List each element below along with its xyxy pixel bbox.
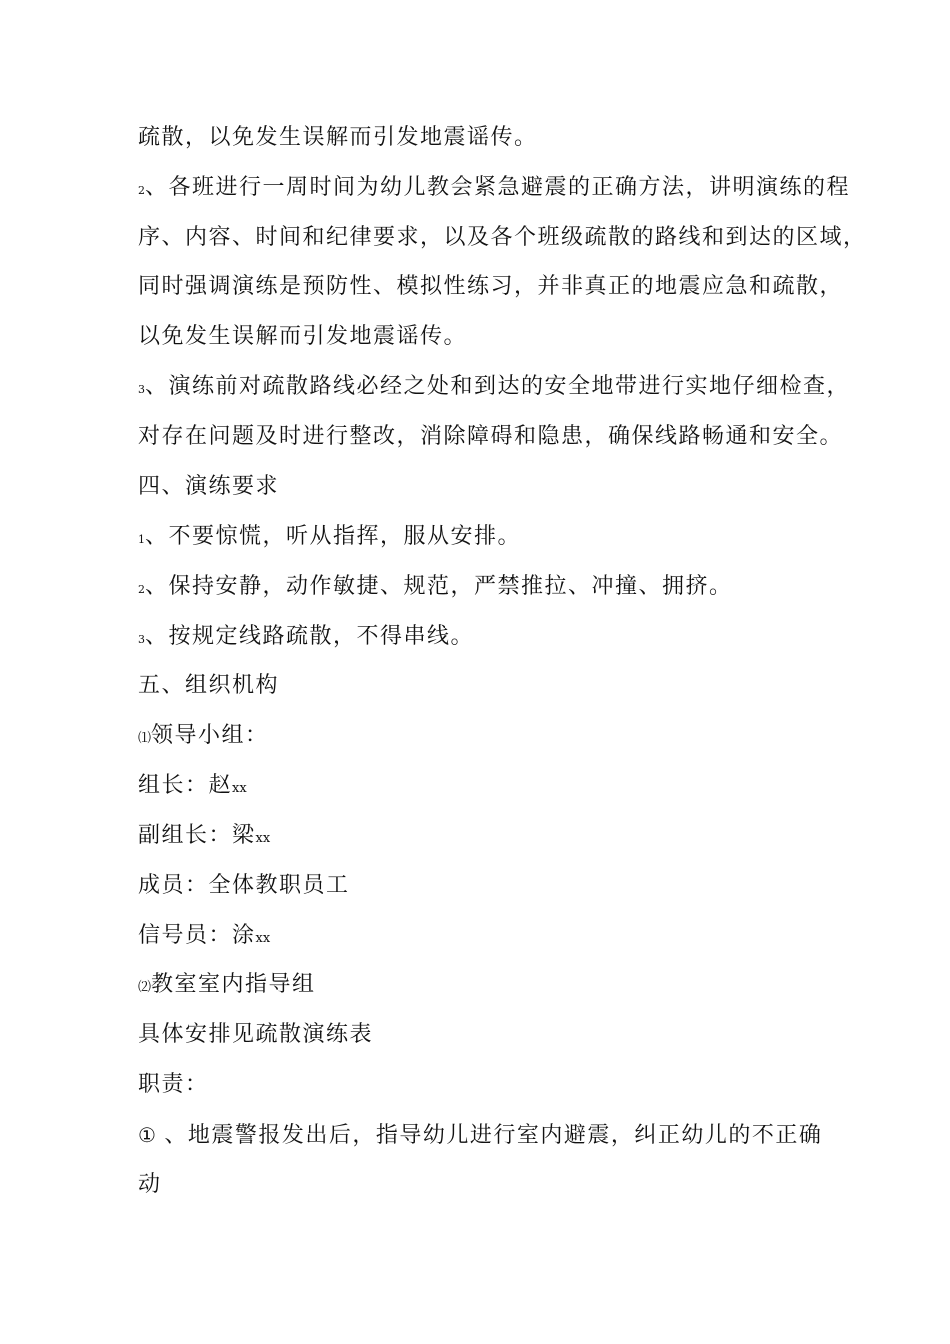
line-text: 、不要惊慌，听从指挥，服从安排。 — [145, 524, 522, 549]
line-text: 教室室内指导组 — [151, 972, 316, 997]
paragraph-line — [138, 422, 843, 452]
list-number: ① — [138, 1123, 156, 1147]
line-text: 、保持安静，动作敏捷、规范，严禁推拉、冲撞、拥挤。 — [145, 574, 733, 599]
list-item-line — [138, 372, 850, 405]
paragraph-line — [138, 1020, 373, 1050]
line-text: 具体安排见疏散演练表 — [138, 1022, 374, 1047]
subsection-heading — [138, 970, 316, 1003]
list-item-line — [138, 572, 733, 605]
paragraph-line — [138, 123, 538, 153]
paragraph-line — [138, 223, 867, 253]
list-number: 2 — [138, 583, 145, 596]
paragraph-line — [138, 821, 270, 854]
paragraph-line — [138, 771, 247, 804]
line-text: 对存在问题及时进行整改，消除障碍和隐患，确保线路畅通和安全。 — [138, 424, 844, 449]
paragraph-line — [138, 871, 350, 901]
line-text: 信号员：涂 — [138, 923, 256, 948]
list-number: ⑴ — [138, 731, 152, 746]
section-heading — [138, 671, 279, 701]
line-text: 动 — [138, 1172, 162, 1197]
section-heading — [138, 472, 279, 502]
list-number: 3 — [138, 633, 145, 646]
line-text: 职责： — [138, 1072, 209, 1097]
line-text: 序、内容、时间和纪律要求，以及各个班级疏散的路线和到达的区域， — [138, 225, 867, 250]
line-text: 、按规定线路疏散，不得串线。 — [145, 624, 475, 649]
paragraph-line — [138, 1170, 162, 1200]
paragraph-line — [138, 921, 270, 954]
name-placeholder: xx — [255, 931, 271, 946]
line-text: 组长：赵 — [138, 773, 233, 798]
heading-text: 五、组织机构 — [138, 673, 280, 698]
list-item-line — [138, 622, 474, 655]
list-number: 3 — [138, 383, 145, 396]
line-text: 成员：全体教职员工 — [138, 873, 350, 898]
line-text: 领导小组： — [151, 723, 269, 748]
list-item-line — [138, 1120, 822, 1151]
line-text: 以免发生误解而引发地震谣传。 — [138, 324, 468, 349]
line-text: 同时强调演练是预防性、模拟性练习，并非真正的地震应急和疏散， — [138, 274, 844, 299]
paragraph-line — [138, 272, 843, 302]
line-text: 、演练前对疏散路线必经之处和到达的安全地带进行实地仔细检查， — [145, 374, 851, 399]
line-text: 副组长：梁 — [138, 823, 256, 848]
name-placeholder: xx — [255, 831, 271, 846]
line-text: 、地震警报发出后，指导幼儿进行室内避震，纠正幼儿的不正确 — [155, 1123, 823, 1148]
list-number: ⑵ — [138, 980, 152, 995]
list-number: 1 — [138, 533, 145, 546]
heading-text: 四、演练要求 — [138, 474, 280, 499]
line-text: 、各班进行一周时间为幼儿教会紧急避震的正确方法，讲明演练的程 — [145, 175, 851, 200]
list-number: 2 — [138, 184, 145, 197]
paragraph-line — [138, 322, 467, 352]
line-text: 疏散，以免发生误解而引发地震谣传。 — [138, 125, 538, 150]
list-item-line — [138, 173, 850, 206]
name-placeholder: xx — [232, 781, 247, 796]
list-item-line — [138, 522, 521, 555]
paragraph-line — [138, 1070, 209, 1100]
subsection-heading — [138, 721, 269, 754]
